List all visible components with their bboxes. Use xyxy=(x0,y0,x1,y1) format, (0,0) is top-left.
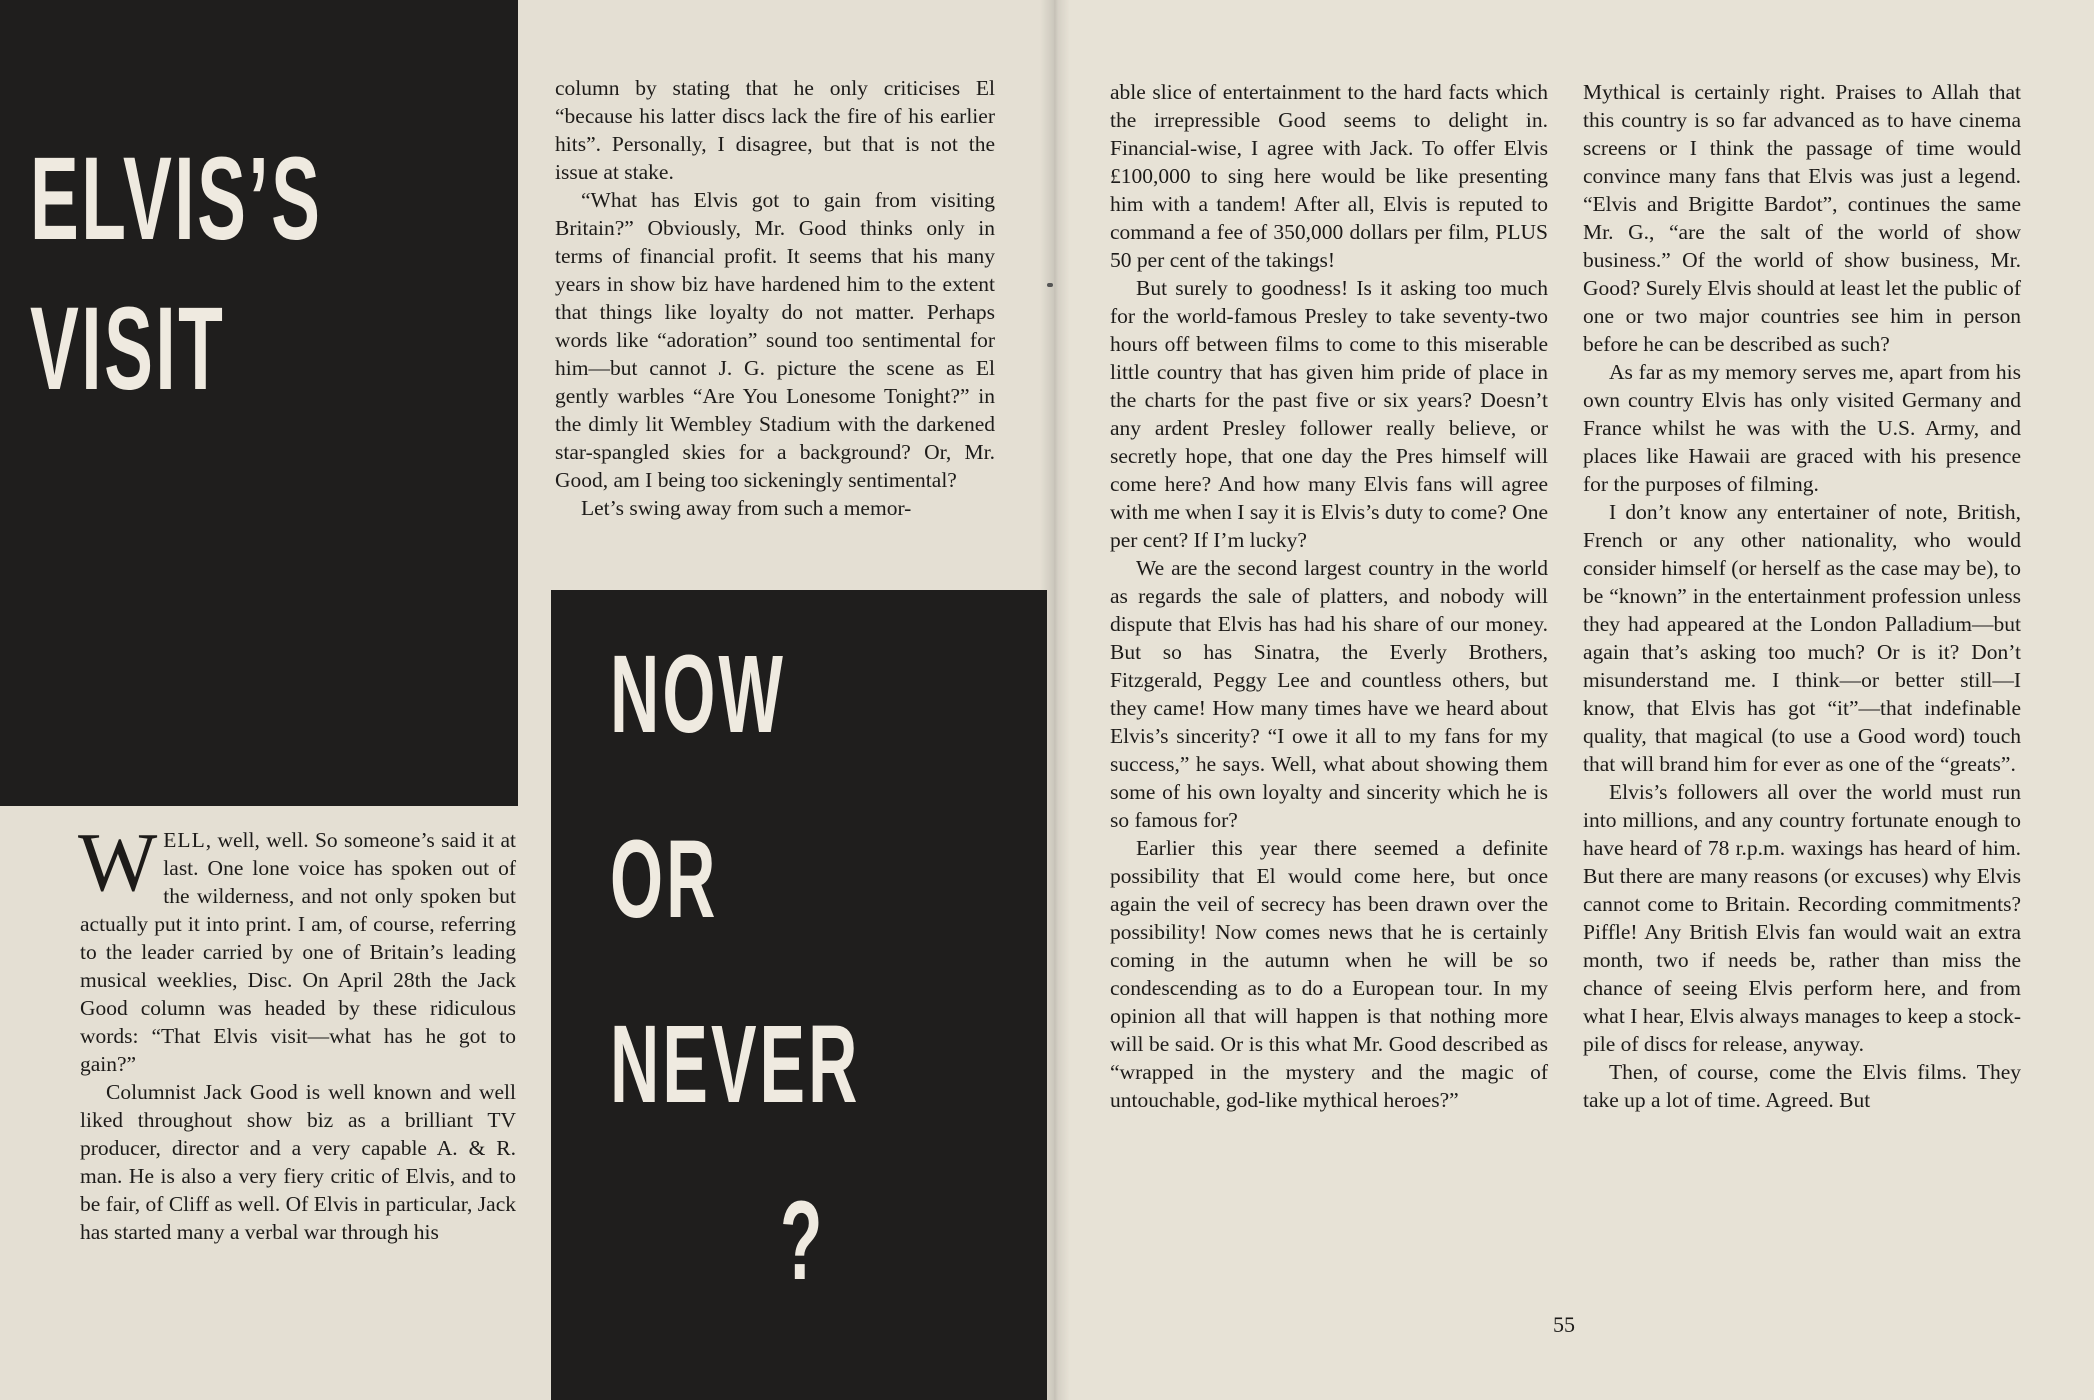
article-paragraph: As far as my memory serves me, apart from his own country Elvis has only visited Germany and France whilst he was with the U.S. Army, and places like Hawaii are graced with his presence for the purposes of filming. xyxy=(1583,360,2021,496)
article-paragraph: Mythical is certainly right. Praises to Allah that this country is so far advanced as to have cinema screens or I think the passage of time would convince many fans that Elvis was just a legend. “Elvis and Brigitte Bardot”, continues the same Mr. G., “are the salt of the world of show business.” Of the world of show business, Mr. Good? Surely Elvis should at least let the public of one or two major countries see him in person before he can be described as such? xyxy=(1583,80,2021,356)
article-paragraph: Elvis’s followers all over the world must run into millions, and any country fortunate enough to have heard of 78 r.p.m. waxings has heard of him. But there are many reasons (or excuses) why Elvis cannot come to Britain. Recording commitments? Piffle! Any British Elvis fan would wait an extra month, two if needs be, rather than miss the chance of seeing Elvis perform here, and from what I hear, Elvis always manages to keep a stock-pile of discs for release, anyway. xyxy=(1583,780,2021,1056)
article-paragraph: Columnist Jack Good is well known and well liked throughout show biz as a brilliant TV producer, director and a very capable A. & R. man. He is also a very fiery critic of Elvis, and to be fair, of Cliff as well. Of Elvis in particular, Jack has started many a verbal war through his xyxy=(80,1080,516,1244)
article-column-1 xyxy=(78,816,516,1246)
drop-cap: W xyxy=(78,816,158,909)
page-number: 55 xyxy=(1553,1312,1575,1337)
headline-line-1: ELVIS’S xyxy=(30,133,323,265)
subheadline-now: NOW xyxy=(610,633,786,756)
headline-line-2: VISIT xyxy=(30,283,226,415)
article-paragraph xyxy=(78,816,516,1078)
paragraph-text: , well, well. So someone’s said it at last. One lone voice has spoken out of the wilderness, and not only spoken but actually put it into print. I am, of course, referring to the leader carried by one of Britain’s leading musical weeklies, Disc. On April 28th the Jack Good column was headed by these ridiculous words: “That Elvis visit—what has he got to gain?” xyxy=(80,828,516,1076)
article-paragraph: column by stating that he only criticises El “because his latter discs lack the fire of his earlier hits”. Personally, I disagree, but that is not the issue at stake. xyxy=(555,76,995,184)
article-paragraph: I don’t know any entertainer of note, British, French or any other nationality, who would consider himself (or herself as the case may be), to be “known” in the entertainment profession unless they had appeared at the London Palladium—but again that’s asking too much? Or is it? Don’t misunderstand me. I think—or better still—I know, that Elvis has got “it”—that indefinable quality, that magical (to use a Good word) touch that will brand him for ever as one of the “greats”. xyxy=(1583,500,2021,776)
subheadline-question-mark: ? xyxy=(780,1178,823,1303)
article-paragraph: Then, of course, come the Elvis films. They take up a lot of time. Agreed. But xyxy=(1583,1060,2021,1112)
article-column-4 xyxy=(1583,78,2021,1114)
subheadline-or: OR xyxy=(610,818,719,941)
article-paragraph: We are the second largest country in the world as regards the sale of platters, and nobody will dispute that Elvis has had his share of our money. But so has Sinatra, the Everly Brothers, Fitzgerald, Peggy Lee and countless others, but they came! How many times have we heard about Elvis’s sincerity? “I owe it all to my fans for my success,” he says. Well, what about showing them some of his own loyalty and sincerity which he is so famous for? xyxy=(1110,556,1548,832)
article-paragraph: “What has Elvis got to gain from visiting Britain?” Obviously, Mr. Good thinks only in terms of financial profit. It seems that his many years in show biz have hardened him to the extent that things like loyalty do not matter. Perhaps words like “adoration” sound too sentimental for him—but cannot J. G. picture the scene as El gently warbles “Are You Lonesome Tonight?” in the dimly lit Wembley Stadium with the darkened star-spangled skies for a background? Or, Mr. Good, am I being too sickeningly sentimental? xyxy=(555,188,995,492)
binding-mark xyxy=(1047,283,1053,287)
subheadline-never: NEVER xyxy=(610,1003,861,1126)
article-paragraph: Earlier this year there seemed a definite possibility that El would come here, but once again the veil of secrecy has been drawn over the possibility! Now comes news that he is certainly coming in the autumn when he will be so condescending as to do a European tour. In my opinion all that will happen is that nothing more will be said. Or is this what Mr. Good described as “wrapped in the mystery and the magic of untouchable, god-like mythical heroes?” xyxy=(1110,836,1548,1112)
article-column-3 xyxy=(1110,78,1548,1114)
article-paragraph: But surely to goodness! Is it asking too much for the world-famous Presley to take seventy-two hours off between films to come to this miserable little country that has given him pride of place in the charts for the past five or six years? Doesn’t any ardent Presley follower really believe, or secretly hope, that one day the Pres himself will come here? And how many Elvis fans will agree with me when I say it is Elvis’s duty to come? One per cent? If I’m lucky? xyxy=(1110,276,1548,552)
article-paragraph: Let’s swing away from such a memor- xyxy=(581,496,912,520)
article-paragraph: able slice of entertainment to the hard facts which the irrepressible Good seems to delight in. Financial-wise, I agree with Jack. To offer Elvis £100,000 to sing here would be like presenting him with a tandem! After all, Elvis is reputed to command a fee of 350,000 dollars per film, PLUS 50 per cent of the takings! xyxy=(1110,80,1548,272)
article-column-2 xyxy=(555,74,995,522)
lead-smallcaps: ELL xyxy=(163,828,206,852)
